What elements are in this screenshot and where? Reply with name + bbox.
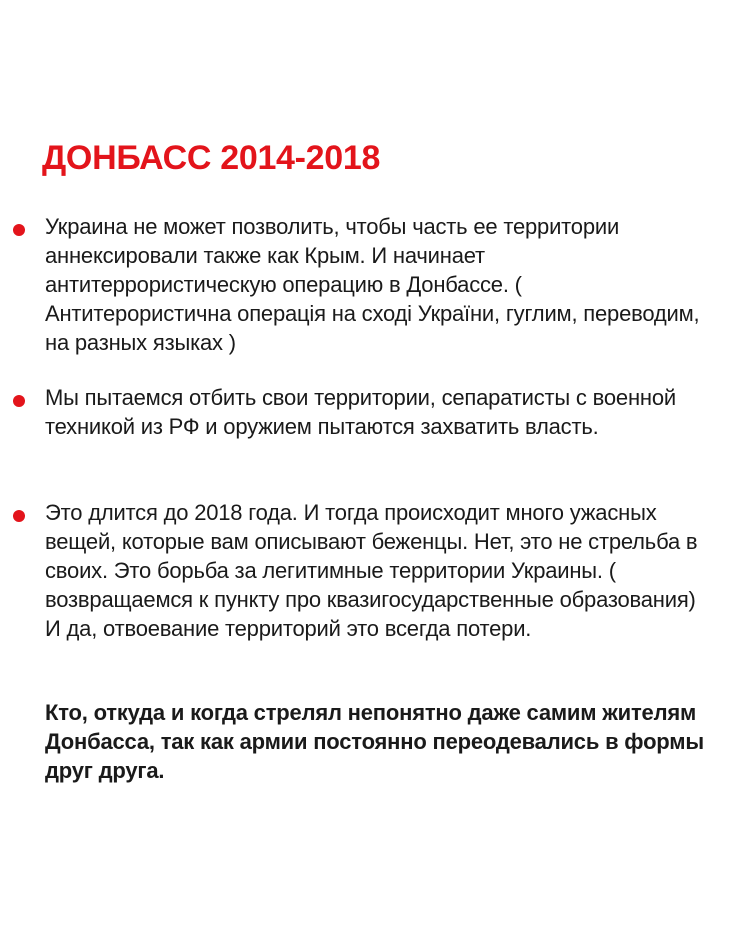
bullet-text-3: Это длится до 2018 года. И тогда происходит много ужасных вещей, которые вам описывают беженцы. Нет, это не стрельба в своих. Это борьба за легитимные территории Украины. ( возвращаемся к пункту про квазигосударственные образования) И да, отвоевание территорий это всегда потери. [45,500,698,641]
bullet-dot-icon [13,224,25,236]
bullet-text-1: Украина не может позволить, чтобы часть ее территории аннексировали также как Крым. И начинает антитеррористическую операцию в Донбассе. ( Антитерористична операція на сході України, гуглим, переводим, на разных языках ) [45,214,700,355]
conclusion-text: Кто, откуда и когда стрелял непонятно даже самим жителям Донбасса, так как армии постоянно переодевались в формы друг друга. [45,700,704,783]
bullet-text-2: Мы пытаемся отбить свои территории, сепаратисты с военной техникой из РФ и оружием пытаются захватить власть. [45,385,676,439]
page-title: ДОНБАСС 2014-2018 [42,139,381,177]
bullet-dot-icon [13,395,25,407]
bullet-dot-icon [13,510,25,522]
